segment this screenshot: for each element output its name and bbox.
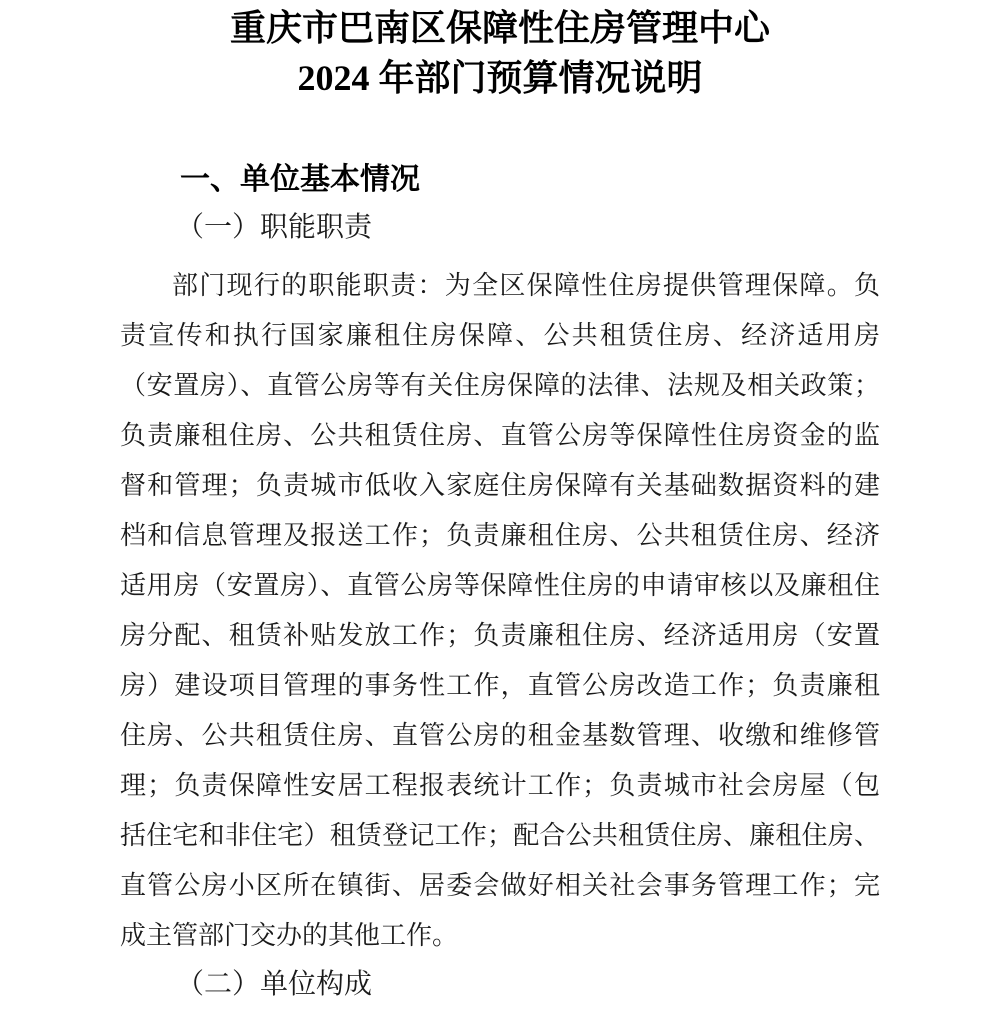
paragraph-line: 责宣传和执行国家廉租住房保障、公共租赁住房、经济适用房 xyxy=(120,321,880,350)
paragraph-line: 负责廉租住房、公共租赁住房、直管公房等保障性住房资金的监 xyxy=(120,421,880,450)
document-page xyxy=(0,3,1000,1005)
section-heading-basic-info: 一、单位基本情况 xyxy=(180,163,420,196)
paragraph-line: 档和信息管理及报送工作；负责廉租住房、公共租赁住房、经济 xyxy=(120,521,880,550)
paragraph-line: 住房、公共租赁住房、直管公房的租金基数管理、收缴和维修管 xyxy=(120,721,880,750)
document-title xyxy=(120,3,880,103)
paragraph-line: 适用房（安置房）、直管公房等保障性住房的申请审核以及廉租住 xyxy=(120,571,880,600)
paragraph-line: 房分配、租赁补贴发放工作；负责廉租住房、经济适用房（安置 xyxy=(120,621,880,650)
document-title-line-1: 重庆市巴南区保障性住房管理中心 xyxy=(229,8,770,48)
paragraph-line: 理；负责保障性安居工程报表统计工作；负责城市社会房屋（包 xyxy=(120,771,880,800)
duties-paragraph xyxy=(120,261,880,961)
document-title-line-2: 2024 年部门预算情况说明 xyxy=(297,58,703,98)
subsection-heading-unit-composition: （二）单位构成 xyxy=(176,969,373,1000)
paragraph-line: 括住宅和非住宅）租赁登记工作；配合公共租赁住房、廉租住房、 xyxy=(120,821,880,850)
paragraph-line: 房）建设项目管理的事务性工作，直管公房改造工作；负责廉租 xyxy=(120,671,880,700)
paragraph-line: 直管公房小区所在镇街、居委会做好相关社会事务管理工作；完 xyxy=(120,871,880,900)
paragraph-line: （安置房）、直管公房等有关住房保障的法律、法规及相关政策； xyxy=(120,371,880,400)
paragraph-line: 部门现行的职能职责：为全区保障性住房提供管理保障。负 xyxy=(172,271,880,300)
paragraph-line: 成主管部门交办的其他工作。 xyxy=(120,921,459,950)
paragraph-line: 督和管理；负责城市低收入家庭住房保障有关基础数据资料的建 xyxy=(120,471,880,500)
subsection-heading-duties: （一）职能职责 xyxy=(176,212,373,243)
